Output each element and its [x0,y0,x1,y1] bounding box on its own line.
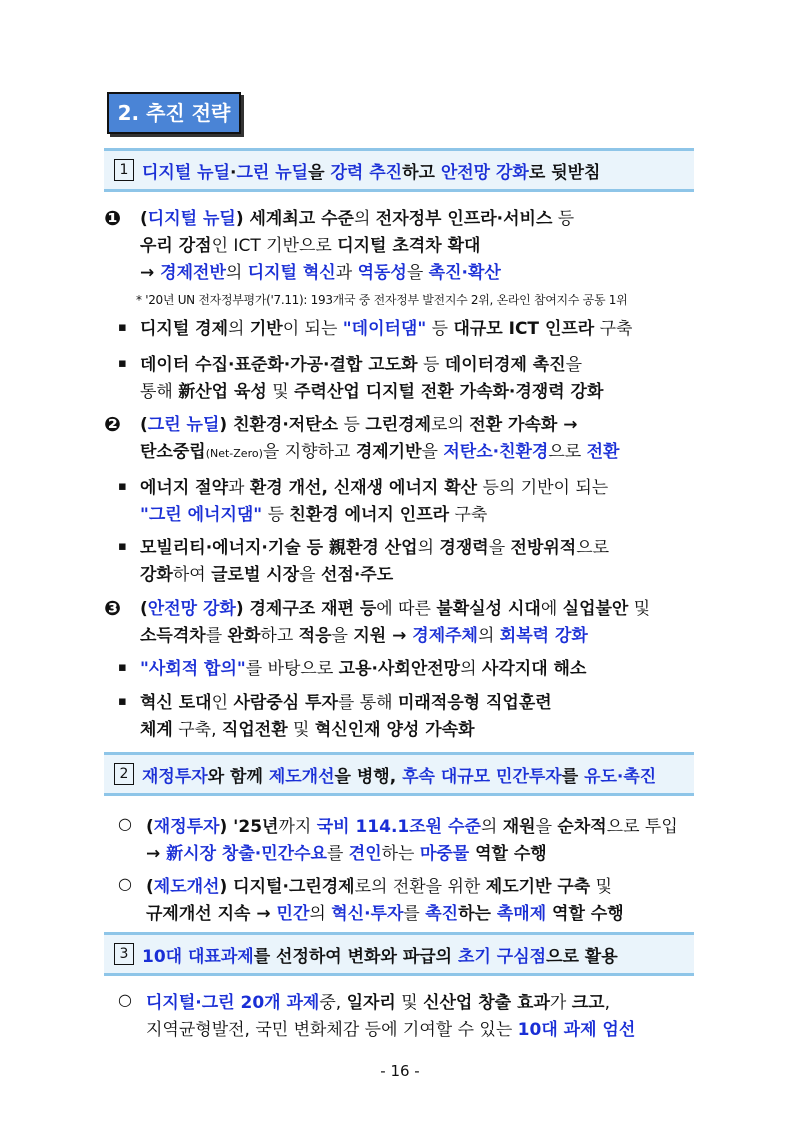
number-marker-1: ❶ [104,206,121,230]
text-run: 사람중심 투자 [233,693,338,713]
text-run: 등 [338,415,366,435]
text-run: 재정투자 [153,817,220,837]
bullet-marker: ▪ [118,479,127,494]
text-run: ) 경제구조 재편 등 [235,599,377,619]
text-run: 사각지대 해소 [481,659,587,679]
text-run: 모빌리티·에너지·기술 등 親환경 산업 [140,538,418,558]
text-line [140,502,740,528]
text-run: 및 [287,720,315,740]
text-run: 불확실성 시대 [436,599,541,619]
text-line [146,814,746,840]
text-run: 및 [590,877,613,897]
text-run: 제도개선 [268,766,335,787]
circle-bullet: ○ [118,814,132,833]
text-run: , [604,993,610,1013]
text-run: 을 [421,442,444,462]
text-run: ) 디지털·그린경제 [219,877,355,897]
text-run: 후속 대규모 민간투자 [402,766,562,787]
text-run: 를 바탕으로 [245,659,339,679]
text-run: 안전망 강화 [147,599,236,619]
text-run: ( [140,415,148,435]
text-run: 디지털 뉴딜 [142,162,231,183]
text-run: 및 [395,993,424,1013]
text-run: 에 [540,599,563,619]
text-run: 일자리 [346,993,396,1013]
text-run: 체계 [140,720,173,740]
bullet-marker: ▪ [118,356,127,371]
text-run: 혁신 토대 [140,693,212,713]
text-run: 실업불안 [562,599,629,619]
text-run: 로의 전환을 위한 [354,877,486,897]
text-run: 및 [628,599,651,619]
text-run: 전방위적 [510,538,577,558]
text-run: 지역균형발전, 국민 변화체감 등에 기여할 수 있는 [146,1020,518,1040]
text-run: 등의 기반이 되는 [477,478,609,498]
text-run: 역할 수행 [546,904,624,924]
text-run: 경쟁력 [439,538,489,558]
text-run: 로의 [431,415,470,435]
text-run: 대규모 ICT 인프라 [453,319,595,339]
text-line [140,316,740,342]
text-run: 고용·사회안전망 [338,659,461,679]
text-run: 구축 [594,319,633,339]
text-run: 유도·촉진 [584,766,657,787]
text-run: 역동성 [357,263,407,283]
text-run: 등 [262,505,290,525]
text-run: 등 [417,355,445,375]
text-run: 데이터경제 촉진 [444,355,566,375]
text-run: 을 [308,162,331,183]
text-run: 경제주체 [412,626,478,646]
text-line [140,562,740,588]
text-run: 으로 [548,442,587,462]
subheading-number: 3 [114,943,134,965]
text-run: "사회적 합의" [140,659,246,679]
text-run: 국비 114.1조원 수준 [316,817,481,837]
text-run: 전환 가속화 → [469,415,578,435]
text-run: 의 [309,904,332,924]
text-run: 디지털 혁신 [247,263,336,283]
text-run: 저탄소·친환경 [443,442,549,462]
text-run: 으로 활용 [546,946,618,967]
text-run: 10대 대표과제 [142,946,254,967]
text-run: 10대 과제 엄선 [517,1020,636,1040]
text-run: 환경 개선, 신재생 에너지 확산 [249,478,478,498]
text-run: 의 [417,538,440,558]
text-run: * '20년 UN 전자정부평가('7.11): 193개국 중 전자정부 발전지수 2위, 온라인 참여지수 공동 1위 [136,293,628,307]
text-run: 경제전반 [160,263,226,283]
text-line [140,656,740,682]
text-line [140,475,740,501]
text-run: 데이터 수집·표준화·가공·결합 고도화 [140,355,418,375]
text-line [146,901,746,927]
text-run: 혁신·투자 [331,904,404,924]
text-run: 를 [205,626,228,646]
number-marker-2: ❷ [104,412,121,436]
text-run: 소득격차 [140,626,206,646]
text-run: 적응 [298,626,332,646]
text-run: 의 [477,626,500,646]
subheading-3 [104,932,694,976]
text-run: 역할 수행 [469,844,547,864]
text-run: 이 되는 [282,319,343,339]
text-line [146,841,746,867]
text-run: 중, [319,993,347,1013]
text-run: 를 [403,904,426,924]
text-run: 에 따른 [376,599,437,619]
text-run: 선점·주도 [320,565,394,585]
text-line [140,412,740,438]
text-run: 안전망 강화 [440,162,529,183]
text-run: 를 선정하여 변화와 파급의 [253,946,459,967]
text-line [140,596,740,622]
text-run: 의 [225,263,248,283]
text-run: → [146,844,167,864]
text-run: 을 지향하고 [262,442,356,462]
text-line [140,206,740,232]
text-run: 신산업 창출 효과 [423,993,550,1013]
text-run: ( [140,209,148,229]
subheading-number: 2 [114,763,134,785]
text-run: ) 친환경·저탄소 [219,415,339,435]
subheading-1 [104,148,694,192]
text-run: 강력 추진 [330,162,403,183]
text-run: 및 [266,382,295,402]
text-run: 강화 [140,565,173,585]
text-run: 마중물 [419,844,470,864]
text-run: 하는 [458,904,497,924]
text-run: 완화 [227,626,261,646]
text-run: 미래적응형 직업훈련 [397,693,552,713]
text-run: 제도개선 [153,877,220,897]
text-run: 로 뒷받침 [528,162,601,183]
bullet-marker: ▪ [118,539,127,554]
text-run: 과 [228,478,250,498]
text-run: 하여 [172,565,212,585]
text-line [146,990,746,1016]
text-run: 과 [335,263,358,283]
text-run: 견인 [348,844,382,864]
text-run: 디지털 뉴딜 [147,209,236,229]
text-run: 크고 [571,993,605,1013]
text-run: ( [140,599,148,619]
text-run: 을 [488,538,511,558]
page-number: - 16 - [380,1062,420,1080]
text-line [140,233,740,259]
text-run: ) '25년 [219,817,279,837]
text-run: 을 병행, [334,766,403,787]
text-line [140,379,740,405]
footnote [136,292,736,308]
subheading-2 [104,752,694,796]
text-run: 그린 뉴딜 [147,415,220,435]
text-run: ( [146,877,154,897]
text-run: 친환경 에너지 인프라 [289,505,450,525]
text-run: ) 세계최고 수준 [235,209,354,229]
text-run: · [230,162,237,183]
text-line [140,690,740,716]
text-run: 를 통해 [337,693,398,713]
text-run: 의 [460,659,482,679]
text-run: 에너지 절약 [140,478,229,498]
text-run: 를 [326,844,349,864]
bullet-marker: ▪ [118,660,127,675]
text-run: 을 [331,626,354,646]
bullet-marker: ▪ [118,694,127,709]
text-run: 가 [549,993,572,1013]
text-run: 인 ICT 기반으로 [211,236,338,256]
text-run: 까지 [278,817,317,837]
text-run: 기반 [249,319,283,339]
text-run: 순차적 [557,817,607,837]
text-line [140,623,740,649]
text-run: 그린 뉴딜 [236,162,309,183]
text-run: → [140,263,161,283]
text-run: 하고 [260,626,299,646]
text-run: 전환 [586,442,620,462]
text-run: 인 [211,693,234,713]
text-run: 디지털 경제 [140,319,229,339]
text-run: 디지털·그린 20개 과제 [146,993,320,1013]
text-run: 촉진·확산 [428,263,501,283]
text-line [146,874,746,900]
text-run: 주력산업 디지털 전환 가속화·경쟁력 강화 [294,382,604,402]
circle-bullet: ○ [118,874,132,893]
text-run: 초기 구심점 [458,946,547,967]
text-run: 통해 [140,382,179,402]
text-run: 를 [561,766,585,787]
text-run: 의 [353,209,376,229]
bullet-marker: ▪ [118,320,127,335]
text-run: 등 [426,319,454,339]
text-line [140,535,740,561]
text-run: 을 [565,355,583,375]
text-line [140,439,740,467]
text-run: 탄소중립 [140,442,206,462]
text-line [140,260,740,286]
text-run: 촉매제 [496,904,547,924]
text-run: ( [146,817,154,837]
text-run: 민간 [276,904,310,924]
text-run: 혁신인재 양성 가속화 [314,720,475,740]
text-run: 을 [406,263,429,283]
text-run: 구축, [172,720,222,740]
text-run: 新산업 육성 [178,382,267,402]
text-run: 재원 [502,817,536,837]
text-run: 하는 [381,844,420,864]
text-run: 회복력 강화 [499,626,588,646]
text-run: "데이터댐" [342,319,427,339]
text-run: 촉진 [425,904,459,924]
text-line [140,717,740,743]
text-run: 을 [535,817,558,837]
circle-bullet: ○ [118,990,132,1009]
text-run: "그린 에너지댐" [140,505,263,525]
text-line [140,352,740,378]
text-run: 디지털 초격차 확대 [337,236,481,256]
text-run: 직업전환 [221,720,288,740]
section-title: 2. 추진 전략 [107,92,241,134]
text-line [146,1017,746,1043]
text-run: 전자정부 인프라·서비스 [375,209,553,229]
text-run: 의 [480,817,503,837]
text-run: 新시장 창출·민간수요 [166,844,327,864]
text-run: 규제개선 지속 → [146,904,277,924]
text-run: 을 [299,565,321,585]
text-run: 글로벌 시장 [211,565,300,585]
text-run: 지원 → [353,626,413,646]
text-run: (Net-Zero) [205,447,263,460]
number-marker-3: ❸ [104,596,121,620]
text-run: 등 [552,209,575,229]
text-run: 경제기반 [355,442,422,462]
text-run: 하고 [402,162,441,183]
text-run: 구축 [449,505,488,525]
text-run: 와 함께 [207,766,269,787]
text-run: 그린경제 [365,415,432,435]
text-run: 의 [228,319,250,339]
text-run: 우리 강점 [140,236,212,256]
text-run: 으로 투입 [606,817,678,837]
text-run: 재정투자 [142,766,208,787]
subheading-number: 1 [114,159,134,181]
text-run: 제도기반 구축 [485,877,591,897]
text-run: 으로 [576,538,610,558]
